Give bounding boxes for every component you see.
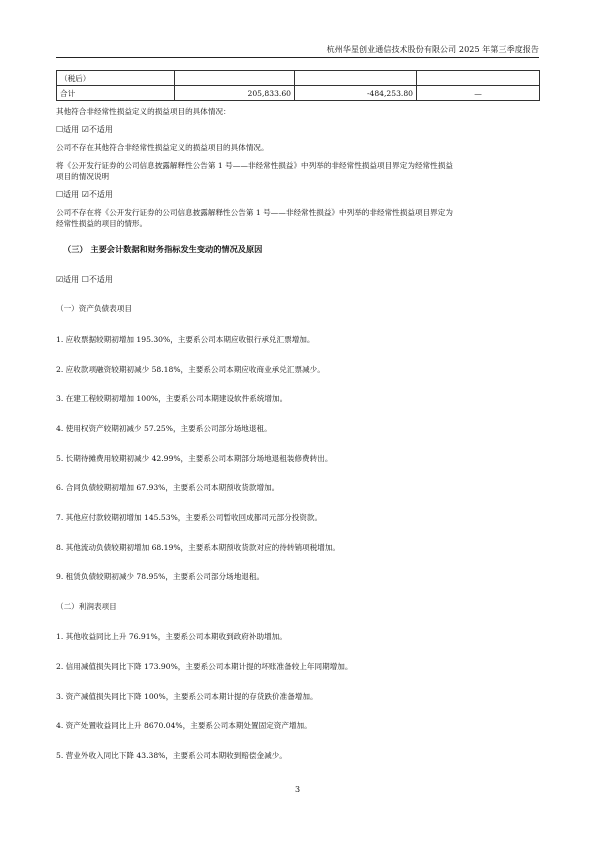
defined-items-statement-line2: 经常性损益的项目的情形。 [56,219,148,228]
table-row [57,86,540,101]
note-cell [417,71,540,86]
list-item: 3. 在建工程较期初增加 100%，主要系公司本期建设软件系统增加。 [56,394,288,403]
other-items-heading: 其他符合非经常性损益定义的损益项目的具体情况： [56,107,231,116]
defined-items-heading-line1: 将《公开发行证券的公司信息披露解释性公告第 1 号——非经常性损益》中列举的非经常性损益项目界定为经常性损益 [56,161,453,170]
current-period-value [175,71,295,86]
list-item: 4. 使用权资产较期初减少 57.25%，主要系公司部分场地退租。 [56,424,272,433]
defined-items-heading-line2: 项目的情况说明 [56,172,110,181]
row-label: （税后） [57,71,175,86]
list-item: 7. 其他应付款较期初增加 145.53%，主要系公司暂收回成都司元部分投资款。 [56,513,323,522]
list-item: 3. 资产减值损失同比下降 100%，主要系公司本期计提的存货跌价准备增加。 [56,692,318,701]
income-statement-subtitle: （二）利润表项目 [56,602,117,611]
balance-sheet-subtitle: （一）资产负债表项目 [56,304,132,313]
note-cell: — [417,86,540,101]
list-item: 2. 应收款项融资较期初减少 58.18%，主要系公司本期应收商业承兑汇票减少。 [56,365,325,374]
list-item: 5. 长期待摊费用较期初减少 42.99%，主要系公司本期部分场地退租装修费转出。 [56,454,333,463]
table-row [57,71,540,86]
list-item: 5. 营业外收入同比下降 43.38%，主要系公司本期收到赔偿金减少。 [56,751,287,760]
other-items-checkbox: ☐适用 ☑不适用 [56,125,113,134]
defined-items-checkbox: ☐适用 ☑不适用 [56,190,113,199]
other-items-statement: 公司不存在其他符合非经常性损益定义的损益项目的具体情况。 [56,143,269,152]
defined-items-statement-line1: 公司不存在将《公开发行证券的公司信息披露解释性公告第 1 号——非经常性损益》中列举的非经常性损益项目界定为 [56,208,453,217]
list-item: 6. 合同负债较期初增加 67.93%，主要系公司本期预收货款增加。 [56,483,280,492]
list-item: 1. 应收票据较期初增加 195.30%，主要系公司本期应收银行承兑汇票增加。 [56,335,315,344]
header-divider [56,57,539,58]
report-header-title: 杭州华星创业通信技术股份有限公司 2025 年第三季度报告 [326,45,539,54]
row-label: 合计 [57,86,175,101]
list-item: 9. 租赁负债较期初减少 78.95%，主要系公司部分场地退租。 [56,572,265,581]
list-item: 2. 信用减值损失同比下降 173.90%，主要系公司本期计提的坏账准备较上年同期增加。 [56,662,353,671]
section3-checkbox: ☑适用 ☐不适用 [56,275,113,284]
list-item: 4. 资产处置收益同比上升 8670.04%，主要系公司本期处置固定资产增加。 [56,721,312,730]
current-period-value: 205,833.60 [175,86,295,101]
non-recurring-table [56,70,540,101]
list-item: 8. 其他流动负债较期初增加 68.19%，主要系本期预收货款对应的待转销项税增加。 [56,543,341,552]
section-title: （三） 主要会计数据和财务指标发生变动的情况及原因 [63,244,263,254]
page-number: 3 [294,785,301,794]
ytd-value [295,71,417,86]
list-item: 1. 其他收益同比上升 76.91%，主要系公司本期收到政府补助增加。 [56,632,287,641]
ytd-value: -484,253.80 [295,86,417,101]
